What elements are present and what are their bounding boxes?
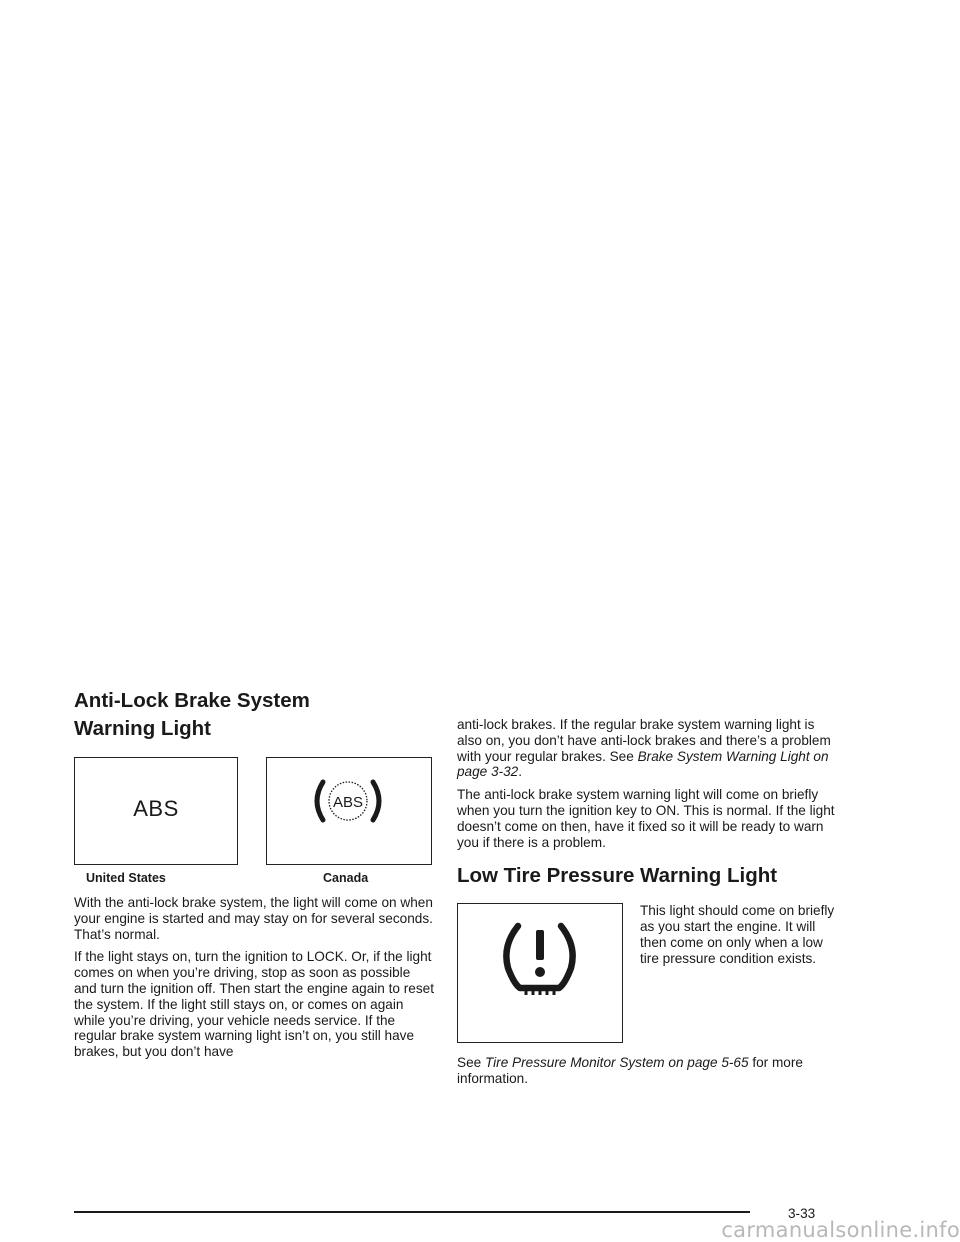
tire-see-suffix: for more information.: [457, 1055, 803, 1087]
tire-monitor-reference: Tire Pressure Monitor System on page 5-65: [484, 1055, 749, 1071]
page-number: 3-33: [788, 1206, 816, 1221]
abs-us-caption: United States: [86, 871, 166, 885]
abs-figures: [74, 757, 436, 895]
tire-title: Low Tire Pressure Warning Light: [457, 864, 778, 888]
abs-circle-icon: [267, 758, 430, 863]
footer-rule: [74, 1211, 750, 1213]
abs-section: [74, 687, 436, 1067]
tire-pressure-icon: [458, 904, 621, 1041]
abs-paragraph-4: The anti-lock brake system warning light will come on briefly when you turn the ignition key to ON. This is normal. If the light doesn’t come on then, have it fixed so it will be ready to warn you if there is a problem.: [457, 787, 835, 850]
abs-paragraph-1: With the anti-lock brake system, the light will come on when your engine is started and may stay on for several seconds. That’s normal.: [74, 895, 433, 942]
abs-us-figure: [74, 757, 238, 865]
tire-see-line: [457, 1055, 837, 1087]
abs-paragraph-3-text: anti-lock brakes. If the regular brake system warning light is also on, you don’t have anti-lock brakes and there’s a problem with your regular brakes. See: [457, 717, 831, 764]
abs-paragraph-3: [457, 717, 837, 780]
abs-title: [74, 687, 436, 743]
tire-figure: [457, 903, 623, 1043]
abs-canada-figure: [266, 757, 432, 865]
abs-title-line1: Anti-Lock Brake System: [74, 689, 310, 712]
abs-paragraph-3-end: .: [518, 764, 523, 780]
abs-title-line2: Warning Light: [74, 717, 212, 740]
right-column: [457, 717, 837, 1094]
tire-description: [640, 903, 840, 966]
abs-canada-symbol: ABS: [332, 794, 364, 811]
abs-canada-caption: Canada: [323, 871, 369, 885]
brake-system-reference: Brake System Warning Light on page 3-32: [457, 748, 829, 780]
abs-paragraph-2: If the light stays on, turn the ignition to LOCK. Or, if the light comes on when you’re driving, stop as soon as possible and turn the ignition off. Then start the engine again to reset the system. If the light still stays on, or comes on again while you’re driving, your vehicle needs service. If the regular brake system warning light isn’t on, you still have brakes, but you don’t have: [74, 949, 434, 1060]
watermark: carmanualsonline.info: [721, 1218, 960, 1242]
tire-desc-text: This light should come on briefly as you start the engine. It will then come on only when a low tire pressure condition exists.: [640, 903, 835, 966]
abs-us-symbol: ABS: [133, 796, 179, 821]
tire-section: [457, 903, 837, 1043]
tire-see-prefix: See: [457, 1055, 482, 1071]
